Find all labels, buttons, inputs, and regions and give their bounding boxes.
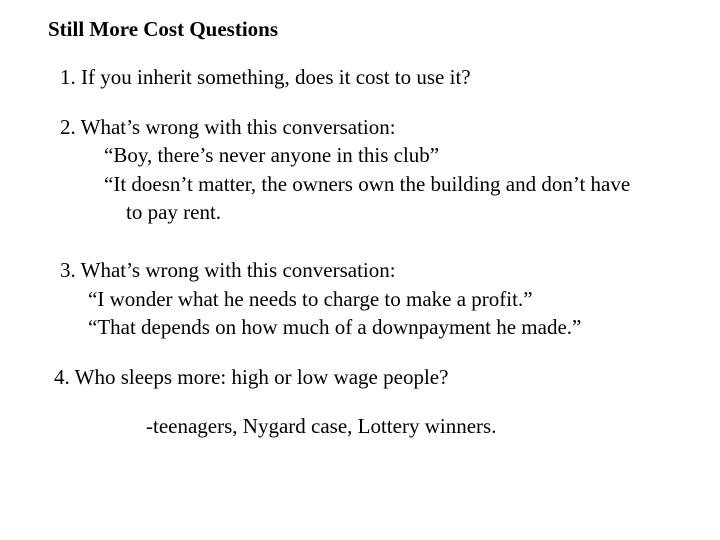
question-3-quote-1: “I wonder what he needs to charge to make a profit.”	[88, 287, 533, 311]
question-2-quote-3: to pay rent.	[126, 200, 222, 224]
question-4-note: -teenagers, Nygard case, Lottery winners.	[146, 414, 497, 438]
question-4: 4. Who sleeps more: high or low wage people?	[54, 365, 449, 389]
slide-title: Still More Cost Questions	[48, 17, 279, 41]
question-3: 3. What’s wrong with this conversation:	[60, 258, 396, 282]
question-2-quote-1: “Boy, there’s never anyone in this club”	[104, 143, 440, 167]
question-2-quote-2: “It doesn’t matter, the owners own the building and don’t have	[104, 172, 631, 196]
question-2: 2. What’s wrong with this conversation:	[60, 115, 396, 139]
question-3-quote-2: “That depends on how much of a downpayment he made.”	[88, 315, 582, 339]
question-1: 1. If you inherit something, does it cost to use it?	[60, 65, 471, 89]
